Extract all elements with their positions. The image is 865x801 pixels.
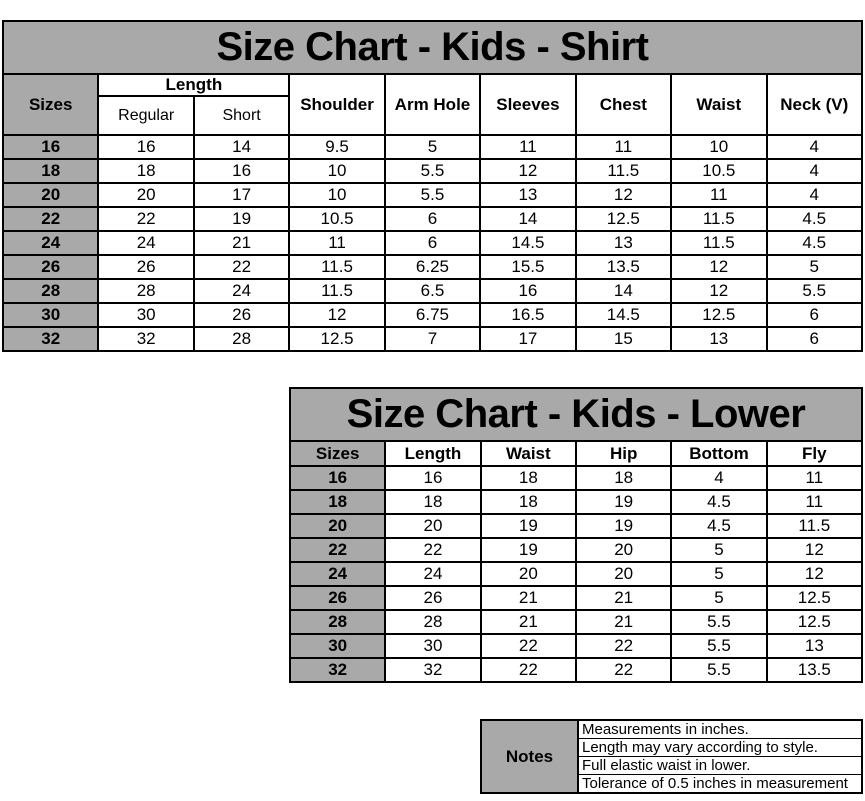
size-cell: 26 xyxy=(3,255,98,279)
value-cell: 14 xyxy=(576,279,671,303)
shirt-chest-header: Chest xyxy=(576,74,671,135)
value-cell: 13.5 xyxy=(767,658,862,682)
value-cell: 22 xyxy=(194,255,289,279)
value-cell: 6 xyxy=(767,303,863,327)
size-cell: 22 xyxy=(3,207,98,231)
value-cell: 20 xyxy=(576,562,671,586)
value-cell: 20 xyxy=(98,183,193,207)
value-cell: 11 xyxy=(289,231,384,255)
value-cell: 5.5 xyxy=(671,610,766,634)
lower-table-row xyxy=(290,610,862,634)
lower-table-row xyxy=(290,466,862,490)
value-cell: 12 xyxy=(671,279,766,303)
shirt-armhole-header: Arm Hole xyxy=(385,74,480,135)
value-cell: 24 xyxy=(98,231,193,255)
shirt-waist-header: Waist xyxy=(671,74,766,135)
value-cell: 17 xyxy=(194,183,289,207)
value-cell: 22 xyxy=(385,538,480,562)
value-cell: 16 xyxy=(385,466,480,490)
notes-row xyxy=(481,720,862,739)
shirt-table-row xyxy=(3,159,862,183)
value-cell: 26 xyxy=(194,303,289,327)
shirt-table-row xyxy=(3,255,862,279)
value-cell: 4 xyxy=(767,159,863,183)
value-cell: 22 xyxy=(576,658,671,682)
value-cell: 11.5 xyxy=(671,231,766,255)
value-cell: 13 xyxy=(767,634,862,658)
value-cell: 15 xyxy=(576,327,671,351)
notes-table xyxy=(480,719,863,794)
size-cell: 22 xyxy=(290,538,385,562)
value-cell: 14.5 xyxy=(480,231,575,255)
value-cell: 22 xyxy=(98,207,193,231)
shirt-table-row xyxy=(3,327,862,351)
value-cell: 4.5 xyxy=(767,231,863,255)
value-cell: 10 xyxy=(289,159,384,183)
value-cell: 16 xyxy=(98,135,193,159)
lower-fly-header: Fly xyxy=(767,441,862,466)
value-cell: 32 xyxy=(385,658,480,682)
size-cell: 20 xyxy=(290,514,385,538)
value-cell: 5 xyxy=(671,562,766,586)
value-cell: 24 xyxy=(194,279,289,303)
lower-header-row xyxy=(290,441,862,466)
value-cell: 11 xyxy=(671,183,766,207)
value-cell: 11 xyxy=(480,135,575,159)
value-cell: 6.25 xyxy=(385,255,480,279)
value-cell: 22 xyxy=(481,634,576,658)
size-cell: 28 xyxy=(3,279,98,303)
value-cell: 12 xyxy=(480,159,575,183)
lower-table-row xyxy=(290,634,862,658)
value-cell: 5 xyxy=(671,586,766,610)
value-cell: 6.5 xyxy=(385,279,480,303)
value-cell: 12.5 xyxy=(671,303,766,327)
lower-table-row xyxy=(290,538,862,562)
value-cell: 13.5 xyxy=(576,255,671,279)
value-cell: 18 xyxy=(385,490,480,514)
shirt-length-short-header: Short xyxy=(194,96,289,135)
value-cell: 16 xyxy=(480,279,575,303)
shirt-table-row xyxy=(3,231,862,255)
value-cell: 14 xyxy=(194,135,289,159)
value-cell: 10.5 xyxy=(671,159,766,183)
size-cell: 32 xyxy=(3,327,98,351)
value-cell: 28 xyxy=(194,327,289,351)
value-cell: 6 xyxy=(385,207,480,231)
value-cell: 10 xyxy=(671,135,766,159)
value-cell: 19 xyxy=(576,490,671,514)
shirt-length-regular-header: Regular xyxy=(98,96,193,135)
value-cell: 4 xyxy=(671,466,766,490)
value-cell: 13 xyxy=(576,231,671,255)
value-cell: 10 xyxy=(289,183,384,207)
value-cell: 12 xyxy=(289,303,384,327)
lower-sizes-header: Sizes xyxy=(290,441,385,466)
value-cell: 18 xyxy=(481,490,576,514)
shirt-title-row xyxy=(3,21,862,74)
lower-size-table xyxy=(289,387,863,683)
value-cell: 24 xyxy=(385,562,480,586)
value-cell: 32 xyxy=(98,327,193,351)
size-cell: 18 xyxy=(290,490,385,514)
value-cell: 11 xyxy=(576,135,671,159)
value-cell: 9.5 xyxy=(289,135,384,159)
lower-title-row xyxy=(290,388,862,441)
size-cell: 16 xyxy=(3,135,98,159)
shirt-size-table xyxy=(2,20,863,352)
shirt-sizes-header: Sizes xyxy=(3,74,98,135)
value-cell: 28 xyxy=(98,279,193,303)
value-cell: 22 xyxy=(481,658,576,682)
size-cell: 24 xyxy=(290,562,385,586)
value-cell: 5 xyxy=(385,135,480,159)
value-cell: 21 xyxy=(481,610,576,634)
size-cell: 24 xyxy=(3,231,98,255)
note-line: Full elastic waist in lower. xyxy=(578,757,862,775)
notes-label: Notes xyxy=(481,720,578,793)
value-cell: 14 xyxy=(480,207,575,231)
value-cell: 12.5 xyxy=(289,327,384,351)
value-cell: 26 xyxy=(98,255,193,279)
value-cell: 19 xyxy=(481,514,576,538)
size-cell: 30 xyxy=(290,634,385,658)
value-cell: 16 xyxy=(194,159,289,183)
shirt-table-row xyxy=(3,303,862,327)
lower-table-row xyxy=(290,514,862,538)
lower-table-row xyxy=(290,490,862,514)
value-cell: 13 xyxy=(671,327,766,351)
size-cell: 32 xyxy=(290,658,385,682)
size-cell: 16 xyxy=(290,466,385,490)
value-cell: 17 xyxy=(480,327,575,351)
lower-table-row xyxy=(290,586,862,610)
shirt-table-row xyxy=(3,207,862,231)
shirt-header-row-1 xyxy=(3,74,862,96)
value-cell: 5.5 xyxy=(767,279,863,303)
lower-table-row xyxy=(290,562,862,586)
value-cell: 20 xyxy=(481,562,576,586)
shirt-table-title: Size Chart - Kids - Shirt xyxy=(3,21,862,74)
shirt-shoulder-header: Shoulder xyxy=(289,74,384,135)
lower-hip-header: Hip xyxy=(576,441,671,466)
value-cell: 15.5 xyxy=(480,255,575,279)
lower-waist-header: Waist xyxy=(481,441,576,466)
value-cell: 5.5 xyxy=(671,634,766,658)
value-cell: 12.5 xyxy=(767,586,862,610)
value-cell: 7 xyxy=(385,327,480,351)
lower-bottom-header: Bottom xyxy=(671,441,766,466)
value-cell: 30 xyxy=(385,634,480,658)
value-cell: 22 xyxy=(576,634,671,658)
value-cell: 12 xyxy=(767,562,862,586)
value-cell: 19 xyxy=(481,538,576,562)
value-cell: 21 xyxy=(576,610,671,634)
value-cell: 6 xyxy=(385,231,480,255)
value-cell: 6.75 xyxy=(385,303,480,327)
value-cell: 30 xyxy=(98,303,193,327)
value-cell: 19 xyxy=(576,514,671,538)
note-line: Length may vary according to style. xyxy=(578,739,862,757)
shirt-length-group-header: Length xyxy=(98,74,289,96)
value-cell: 12.5 xyxy=(767,610,862,634)
value-cell: 14.5 xyxy=(576,303,671,327)
value-cell: 12.5 xyxy=(576,207,671,231)
value-cell: 4 xyxy=(767,183,863,207)
value-cell: 5.5 xyxy=(385,159,480,183)
value-cell: 11.5 xyxy=(289,255,384,279)
size-cell: 26 xyxy=(290,586,385,610)
size-cell: 30 xyxy=(3,303,98,327)
lower-length-header: Length xyxy=(385,441,480,466)
value-cell: 21 xyxy=(481,586,576,610)
value-cell: 12 xyxy=(767,538,862,562)
value-cell: 11.5 xyxy=(289,279,384,303)
value-cell: 10.5 xyxy=(289,207,384,231)
value-cell: 21 xyxy=(194,231,289,255)
shirt-table-row xyxy=(3,135,862,159)
value-cell: 18 xyxy=(576,466,671,490)
shirt-table-row xyxy=(3,279,862,303)
value-cell: 11.5 xyxy=(767,514,862,538)
value-cell: 16.5 xyxy=(480,303,575,327)
value-cell: 11 xyxy=(767,490,862,514)
value-cell: 21 xyxy=(576,586,671,610)
note-line: Measurements in inches. xyxy=(578,720,862,739)
value-cell: 5 xyxy=(767,255,863,279)
value-cell: 12 xyxy=(576,183,671,207)
value-cell: 5.5 xyxy=(385,183,480,207)
value-cell: 20 xyxy=(385,514,480,538)
value-cell: 18 xyxy=(98,159,193,183)
value-cell: 12 xyxy=(671,255,766,279)
value-cell: 5.5 xyxy=(671,658,766,682)
size-cell: 28 xyxy=(290,610,385,634)
value-cell: 5 xyxy=(671,538,766,562)
value-cell: 18 xyxy=(481,466,576,490)
value-cell: 6 xyxy=(767,327,863,351)
value-cell: 11.5 xyxy=(671,207,766,231)
shirt-sleeves-header: Sleeves xyxy=(480,74,575,135)
value-cell: 4.5 xyxy=(671,514,766,538)
value-cell: 13 xyxy=(480,183,575,207)
size-cell: 20 xyxy=(3,183,98,207)
value-cell: 11 xyxy=(767,466,862,490)
value-cell: 4.5 xyxy=(767,207,863,231)
value-cell: 20 xyxy=(576,538,671,562)
size-cell: 18 xyxy=(3,159,98,183)
value-cell: 26 xyxy=(385,586,480,610)
shirt-table-row xyxy=(3,183,862,207)
value-cell: 4.5 xyxy=(671,490,766,514)
value-cell: 19 xyxy=(194,207,289,231)
lower-table-row xyxy=(290,658,862,682)
value-cell: 4 xyxy=(767,135,863,159)
value-cell: 28 xyxy=(385,610,480,634)
note-line: Tolerance of 0.5 inches in measurement xyxy=(578,775,862,794)
shirt-neck-header: Neck (V) xyxy=(767,74,863,135)
value-cell: 11.5 xyxy=(576,159,671,183)
lower-table-title: Size Chart - Kids - Lower xyxy=(290,388,862,441)
